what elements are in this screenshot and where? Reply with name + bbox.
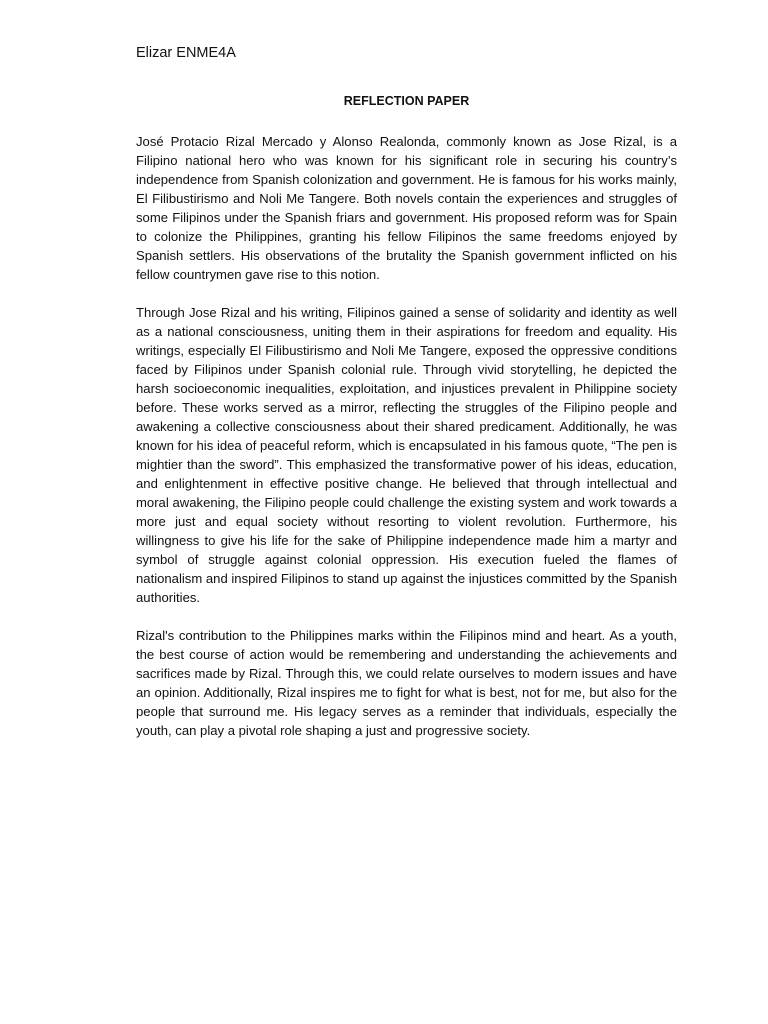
paragraph-1: José Protacio Rizal Mercado y Alonso Realonda, commonly known as Jose Rizal, is a Filipino national hero who was known for his significant role in securing his country’s independence from Spanish colonization and government. He is famous for his works mainly, El Filibustirismo and Noli Me Tangere. Both novels contain the experiences and struggles of some Filipinos under the Spanish friars and government. His proposed reform was for Spain to colonize the Philippines, granting his fellow Filipinos the same freedoms enjoyed by Spanish settlers. His observations of the brutality the Spanish government inflicted on his fellow countrymen gave rise to this notion. <box>136 134 677 282</box>
paper-body <box>136 132 677 759</box>
paragraph-3: Rizal's contribution to the Philippines marks within the Filipinos mind and heart. As a youth, the best course of action would be remembering and understanding the achievements and sacrifices made by Rizal. Through this, we could relate ourselves to modern issues and have an opinion. Additionally, Rizal inspires me to fight for what is best, not for me, but also for the people that surround me. His legacy serves as a reminder that individuals, especially the youth, can play a pivotal role shaping a just and progressive society. <box>136 628 677 738</box>
author-class-header: Elizar ENME4A <box>136 45 236 61</box>
paper-title: REFLECTION PAPER <box>343 94 470 108</box>
paragraph-2: Through Jose Rizal and his writing, Filipinos gained a sense of solidarity and identity as well as a national consciousness, uniting them in their aspirations for freedom and equality. His writings, especially El Filibustirismo and Noli Me Tangere, exposed the oppressive conditions faced by Filipinos under Spanish colonial rule. Through vivid storytelling, he depicted the harsh socioeconomic inequalities, exploitation, and injustices prevalent in Philippine society before. These works served as a mirror, reflecting the struggles of the Filipino people and awakening a collective consciousness about their shared predicament. Additionally, he was known for his idea of peaceful reform, which is encapsulated in his famous quote, “The pen is mightier than the sword”. This emphasized the transformative power of his ideas, education, and enlightenment in effective positive change. He believed that through intellectual and moral awakening, the Filipino people could challenge the existing system and work towards a more just and equal society without resorting to violent revolution. Furthermore, his willingness to give his life for the sake of Philippine independence made him a martyr and symbol of struggle against colonial oppression. His execution fueled the flames of nationalism and inspired Filipinos to stand up against the injustices committed by the Spanish authorities. <box>136 305 677 605</box>
